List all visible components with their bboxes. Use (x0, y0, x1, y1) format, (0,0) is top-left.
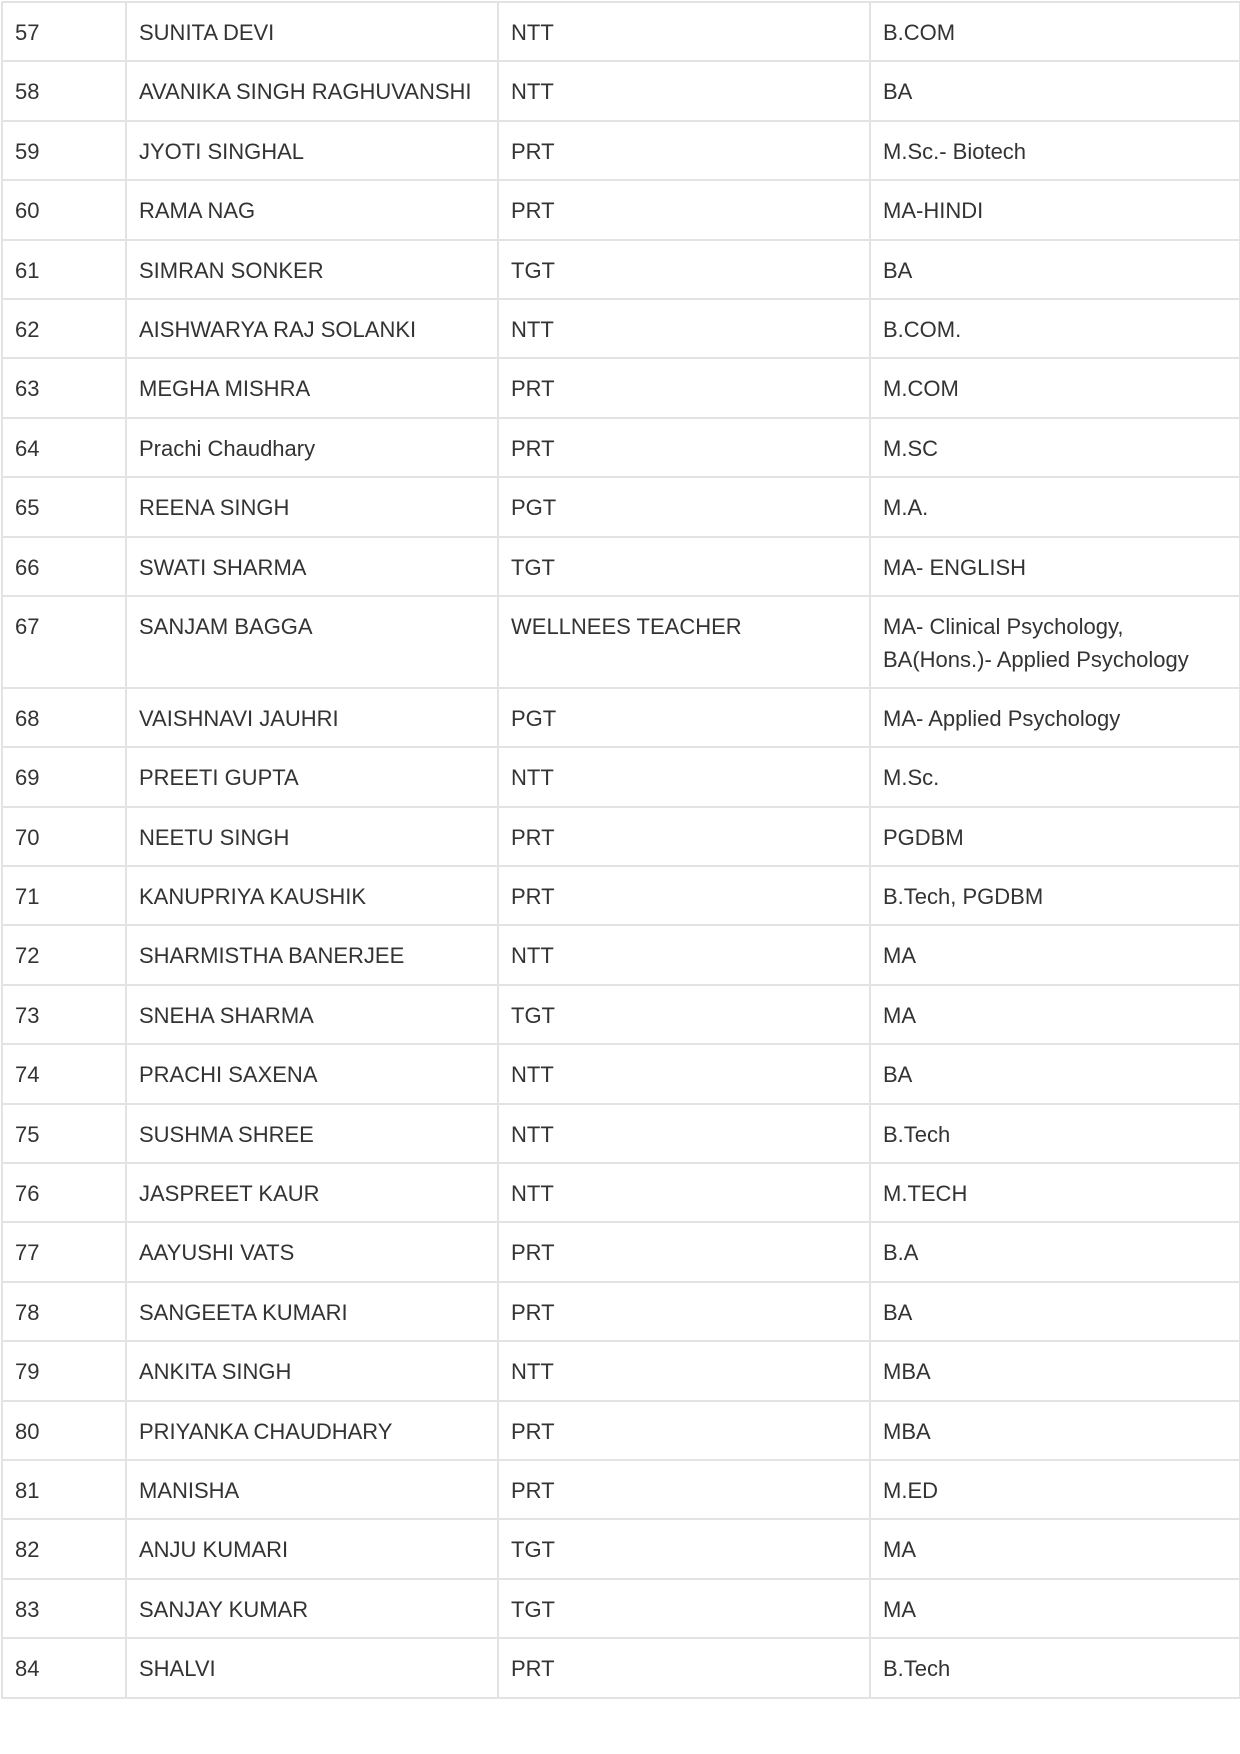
serial-number: 59 (2, 121, 126, 180)
serial-number: 68 (2, 688, 126, 747)
table-row (2, 358, 1240, 417)
qualification: MA (870, 1579, 1240, 1638)
table-row (2, 925, 1240, 984)
table-row (2, 1401, 1240, 1460)
designation: NTT (498, 1104, 870, 1163)
designation: NTT (498, 1163, 870, 1222)
staff-name: NEETU SINGH (126, 807, 498, 866)
qualification: B.COM (870, 2, 1240, 61)
table-row (2, 807, 1240, 866)
staff-name: SHALVI (126, 1638, 498, 1697)
table-row (2, 180, 1240, 239)
table-row (2, 1519, 1240, 1578)
staff-name: Prachi Chaudhary (126, 418, 498, 477)
staff-name: RAMA NAG (126, 180, 498, 239)
designation: NTT (498, 747, 870, 806)
table-row (2, 2, 1240, 61)
designation: PRT (498, 1401, 870, 1460)
serial-number: 69 (2, 747, 126, 806)
staff-name: PRACHI SAXENA (126, 1044, 498, 1103)
table-row (2, 1104, 1240, 1163)
qualification: MA- ENGLISH (870, 537, 1240, 596)
designation: TGT (498, 1579, 870, 1638)
staff-name: SIMRAN SONKER (126, 240, 498, 299)
qualification: M.A. (870, 477, 1240, 536)
designation: TGT (498, 985, 870, 1044)
staff-name: PRIYANKA CHAUDHARY (126, 1401, 498, 1460)
qualification: BA (870, 1282, 1240, 1341)
serial-number: 82 (2, 1519, 126, 1578)
serial-number: 71 (2, 866, 126, 925)
designation: PRT (498, 418, 870, 477)
serial-number: 73 (2, 985, 126, 1044)
designation: NTT (498, 61, 870, 120)
serial-number: 84 (2, 1638, 126, 1697)
staff-name: KANUPRIYA KAUSHIK (126, 866, 498, 925)
serial-number: 75 (2, 1104, 126, 1163)
serial-number: 65 (2, 477, 126, 536)
table-row (2, 477, 1240, 536)
staff-table (1, 1, 1240, 1699)
designation: PRT (498, 1282, 870, 1341)
staff-name: JASPREET KAUR (126, 1163, 498, 1222)
serial-number: 66 (2, 537, 126, 596)
qualification: B.Tech (870, 1638, 1240, 1697)
qualification: M.TECH (870, 1163, 1240, 1222)
designation: TGT (498, 240, 870, 299)
staff-name: AVANIKA SINGH RAGHUVANSHI (126, 61, 498, 120)
designation: PRT (498, 1222, 870, 1281)
staff-name: MEGHA MISHRA (126, 358, 498, 417)
table-row (2, 1163, 1240, 1222)
staff-name: AISHWARYA RAJ SOLANKI (126, 299, 498, 358)
qualification: BA (870, 240, 1240, 299)
staff-name: SHARMISTHA BANERJEE (126, 925, 498, 984)
qualification: MA (870, 925, 1240, 984)
qualification: MA-HINDI (870, 180, 1240, 239)
designation: NTT (498, 2, 870, 61)
qualification: MA (870, 985, 1240, 1044)
designation: NTT (498, 1044, 870, 1103)
designation: NTT (498, 925, 870, 984)
serial-number: 57 (2, 2, 126, 61)
designation: PRT (498, 358, 870, 417)
table-row (2, 1579, 1240, 1638)
serial-number: 76 (2, 1163, 126, 1222)
serial-number: 80 (2, 1401, 126, 1460)
staff-name: SNEHA SHARMA (126, 985, 498, 1044)
table-row (2, 1638, 1240, 1697)
table-row (2, 537, 1240, 596)
table-row (2, 747, 1240, 806)
designation: TGT (498, 1519, 870, 1578)
serial-number: 83 (2, 1579, 126, 1638)
qualification: B.Tech, PGDBM (870, 866, 1240, 925)
qualification: M.SC (870, 418, 1240, 477)
staff-name: JYOTI SINGHAL (126, 121, 498, 180)
staff-name: SANGEETA KUMARI (126, 1282, 498, 1341)
serial-number: 72 (2, 925, 126, 984)
designation: PRT (498, 1638, 870, 1697)
table-row (2, 61, 1240, 120)
serial-number: 81 (2, 1460, 126, 1519)
qualification: B.COM. (870, 299, 1240, 358)
serial-number: 74 (2, 1044, 126, 1103)
table-row (2, 596, 1240, 688)
table-row (2, 299, 1240, 358)
serial-number: 62 (2, 299, 126, 358)
designation: NTT (498, 1341, 870, 1400)
qualification: MBA (870, 1401, 1240, 1460)
qualification: PGDBM (870, 807, 1240, 866)
qualification: BA (870, 1044, 1240, 1103)
designation: PRT (498, 866, 870, 925)
serial-number: 79 (2, 1341, 126, 1400)
qualification: MA (870, 1519, 1240, 1578)
designation: PRT (498, 121, 870, 180)
table-row (2, 688, 1240, 747)
designation: WELLNEES TEACHER (498, 596, 870, 688)
table-row (2, 1341, 1240, 1400)
qualification: MBA (870, 1341, 1240, 1400)
serial-number: 70 (2, 807, 126, 866)
designation: PGT (498, 688, 870, 747)
staff-name: REENA SINGH (126, 477, 498, 536)
designation: PGT (498, 477, 870, 536)
designation: TGT (498, 537, 870, 596)
staff-name: ANJU KUMARI (126, 1519, 498, 1578)
qualification: BA (870, 61, 1240, 120)
table-row (2, 866, 1240, 925)
qualification: B.A (870, 1222, 1240, 1281)
qualification: MA- Clinical Psychology, BA(Hons.)- Applied Psychology (870, 596, 1240, 688)
staff-name: SUSHMA SHREE (126, 1104, 498, 1163)
staff-table-body (2, 2, 1240, 1698)
designation: PRT (498, 807, 870, 866)
staff-name: SWATI SHARMA (126, 537, 498, 596)
table-row (2, 1044, 1240, 1103)
qualification: B.Tech (870, 1104, 1240, 1163)
table-row (2, 1222, 1240, 1281)
table-row (2, 1460, 1240, 1519)
qualification: M.Sc. (870, 747, 1240, 806)
table-row (2, 985, 1240, 1044)
serial-number: 64 (2, 418, 126, 477)
qualification: M.Sc.- Biotech (870, 121, 1240, 180)
serial-number: 63 (2, 358, 126, 417)
staff-name: MANISHA (126, 1460, 498, 1519)
serial-number: 78 (2, 1282, 126, 1341)
staff-name: PREETI GUPTA (126, 747, 498, 806)
staff-name: SANJAM BAGGA (126, 596, 498, 688)
staff-name: VAISHNAVI JAUHRI (126, 688, 498, 747)
designation: PRT (498, 180, 870, 239)
table-row (2, 418, 1240, 477)
qualification: M.ED (870, 1460, 1240, 1519)
designation: PRT (498, 1460, 870, 1519)
designation: NTT (498, 299, 870, 358)
staff-name: AAYUSHI VATS (126, 1222, 498, 1281)
qualification: MA- Applied Psychology (870, 688, 1240, 747)
serial-number: 67 (2, 596, 126, 688)
serial-number: 61 (2, 240, 126, 299)
serial-number: 58 (2, 61, 126, 120)
staff-name: SANJAY KUMAR (126, 1579, 498, 1638)
table-row (2, 1282, 1240, 1341)
qualification: M.COM (870, 358, 1240, 417)
staff-name: ANKITA SINGH (126, 1341, 498, 1400)
table-row (2, 240, 1240, 299)
serial-number: 77 (2, 1222, 126, 1281)
table-row (2, 121, 1240, 180)
serial-number: 60 (2, 180, 126, 239)
staff-name: SUNITA DEVI (126, 2, 498, 61)
